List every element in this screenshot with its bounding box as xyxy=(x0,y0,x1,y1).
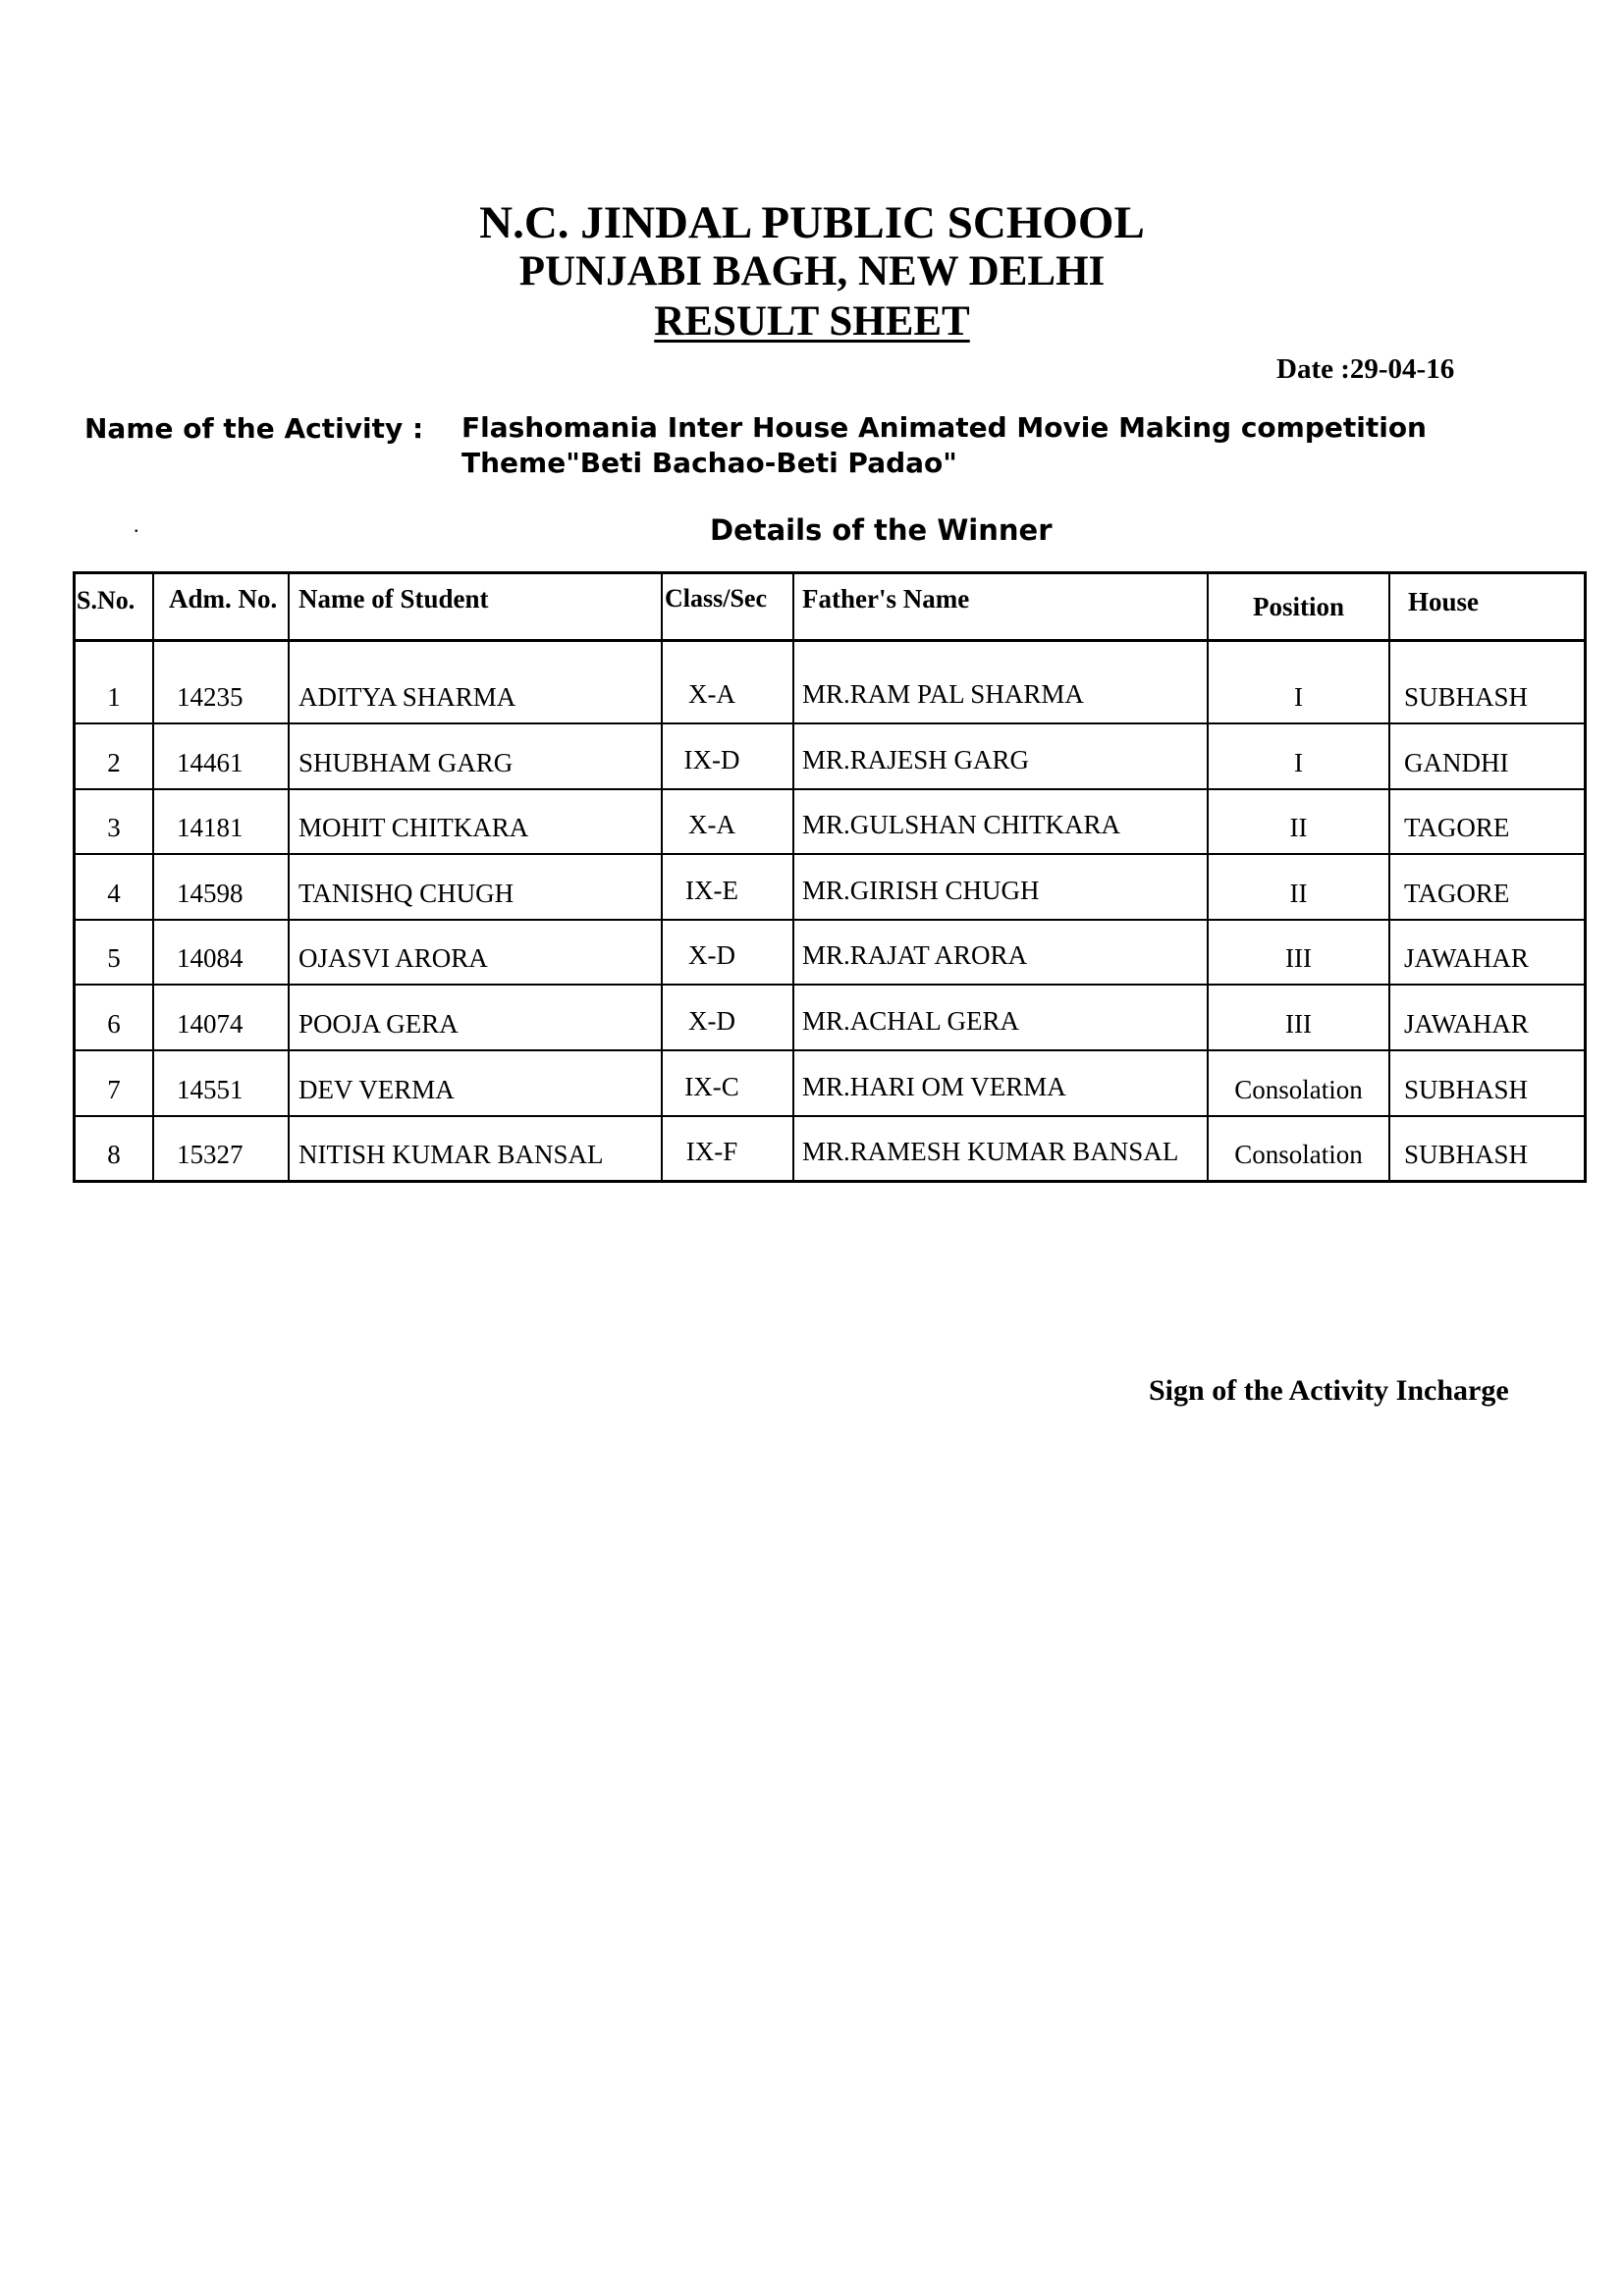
cell-sno: 5 xyxy=(107,943,121,973)
cell-father-name: MR.GIRISH CHUGH xyxy=(802,876,1040,905)
cell-sno: 2 xyxy=(107,748,121,777)
cell-father-name: MR.RAM PAL SHARMA xyxy=(802,679,1084,709)
cell-class-sec: X-D xyxy=(688,1006,735,1036)
table-bottom-border xyxy=(73,1180,1587,1183)
cell-student-name: DEV VERMA xyxy=(298,1075,455,1104)
activity-theme-line: Theme"Beti Bachao-Beti Padao" xyxy=(461,447,957,479)
cell-student-name: ADITYA SHARMA xyxy=(298,682,516,712)
header-adm-no: Adm. No. xyxy=(169,584,278,614)
cell-sno: 6 xyxy=(107,1009,121,1039)
cell-position: I xyxy=(1294,682,1303,712)
signature-label: Sign of the Activity Incharge xyxy=(1149,1374,1509,1407)
cell-class-sec: IX-E xyxy=(685,876,738,905)
cell-adm-no: 15327 xyxy=(177,1140,244,1169)
cell-position: III xyxy=(1285,1009,1312,1039)
row-divider xyxy=(73,919,1587,921)
cell-position: I xyxy=(1294,748,1303,777)
cell-house: TAGORE xyxy=(1404,813,1510,842)
header-father-name: Father's Name xyxy=(802,584,970,614)
cell-father-name: MR.ACHAL GERA xyxy=(802,1006,1020,1036)
cell-sno: 7 xyxy=(107,1075,121,1104)
activity-name-line1: Flashomania Inter House Animated Movie Making competition xyxy=(461,411,1427,444)
cell-father-name: MR.RAJAT ARORA xyxy=(802,940,1028,970)
winner-section-heading: Details of the Winner xyxy=(710,513,1053,547)
cell-father-name: MR.HARI OM VERMA xyxy=(802,1072,1066,1101)
cell-house: GANDHI xyxy=(1404,748,1509,777)
stray-mark: . xyxy=(134,512,139,537)
cell-sno: 4 xyxy=(107,879,121,908)
row-divider xyxy=(73,1115,1587,1117)
cell-student-name: OJASVI ARORA xyxy=(298,943,488,973)
cell-sno: 8 xyxy=(107,1140,121,1169)
cell-position: Consolation xyxy=(1234,1140,1363,1169)
cell-adm-no: 14181 xyxy=(177,813,244,842)
activity-name xyxy=(461,410,1427,481)
cell-position: II xyxy=(1289,813,1308,842)
cell-position: Consolation xyxy=(1234,1075,1363,1104)
document-date: Date :29-04-16 xyxy=(1276,353,1455,385)
header-bottom-border xyxy=(73,639,1587,642)
cell-student-name: TANISHQ CHUGH xyxy=(298,879,514,908)
cell-student-name: POOJA GERA xyxy=(298,1009,459,1039)
column-divider xyxy=(792,571,794,1183)
cell-house: JAWAHAR xyxy=(1404,943,1529,973)
column-divider xyxy=(152,571,154,1183)
cell-sno: 1 xyxy=(107,682,121,712)
header-class-sec: Class/Sec xyxy=(665,584,767,613)
table-top-border xyxy=(73,571,1587,574)
activity-label: Name of the Activity : xyxy=(84,412,424,445)
row-divider xyxy=(73,853,1587,855)
cell-adm-no: 14074 xyxy=(177,1009,244,1039)
row-divider xyxy=(73,984,1587,986)
row-divider xyxy=(73,1049,1587,1051)
school-name: N.C. JINDAL PUBLIC SCHOOL xyxy=(479,197,1145,248)
cell-adm-no: 14461 xyxy=(177,748,244,777)
cell-student-name: MOHIT CHITKARA xyxy=(298,813,529,842)
cell-house: JAWAHAR xyxy=(1404,1009,1529,1039)
row-divider xyxy=(73,788,1587,790)
cell-class-sec: X-A xyxy=(688,810,735,839)
column-divider xyxy=(1388,571,1390,1183)
cell-father-name: MR.RAMESH KUMAR BANSAL xyxy=(802,1137,1179,1166)
cell-adm-no: 14235 xyxy=(177,682,244,712)
sheet-title-text: RESULT SHEET xyxy=(654,298,970,345)
column-divider xyxy=(288,571,290,1183)
cell-adm-no: 14551 xyxy=(177,1075,244,1104)
sheet-title xyxy=(0,297,1624,346)
cell-house: SUBHASH xyxy=(1404,682,1529,712)
cell-class-sec: IX-D xyxy=(683,745,740,774)
header-student-name: Name of Student xyxy=(298,584,489,614)
column-divider xyxy=(1584,571,1587,1183)
cell-class-sec: X-D xyxy=(688,940,735,970)
cell-student-name: SHUBHAM GARG xyxy=(298,748,514,777)
cell-father-name: MR.GULSHAN CHITKARA xyxy=(802,810,1121,839)
header-sno: S.No. xyxy=(77,586,135,614)
cell-father-name: MR.RAJESH GARG xyxy=(802,745,1030,774)
cell-adm-no: 14084 xyxy=(177,943,244,973)
cell-position: II xyxy=(1289,879,1308,908)
cell-class-sec: X-A xyxy=(688,679,735,709)
school-address: PUNJABI BAGH, NEW DELHI xyxy=(518,248,1106,294)
cell-position: III xyxy=(1285,943,1312,973)
cell-house: TAGORE xyxy=(1404,879,1510,908)
cell-class-sec: IX-C xyxy=(684,1072,739,1101)
cell-class-sec: IX-F xyxy=(685,1137,738,1166)
cell-adm-no: 14598 xyxy=(177,879,244,908)
cell-sno: 3 xyxy=(107,813,121,842)
row-divider xyxy=(73,722,1587,724)
header-house: House xyxy=(1408,587,1480,616)
cell-student-name: NITISH KUMAR BANSAL xyxy=(298,1140,604,1169)
cell-house: SUBHASH xyxy=(1404,1075,1529,1104)
header-position: Position xyxy=(1252,592,1344,621)
cell-house: SUBHASH xyxy=(1404,1140,1529,1169)
